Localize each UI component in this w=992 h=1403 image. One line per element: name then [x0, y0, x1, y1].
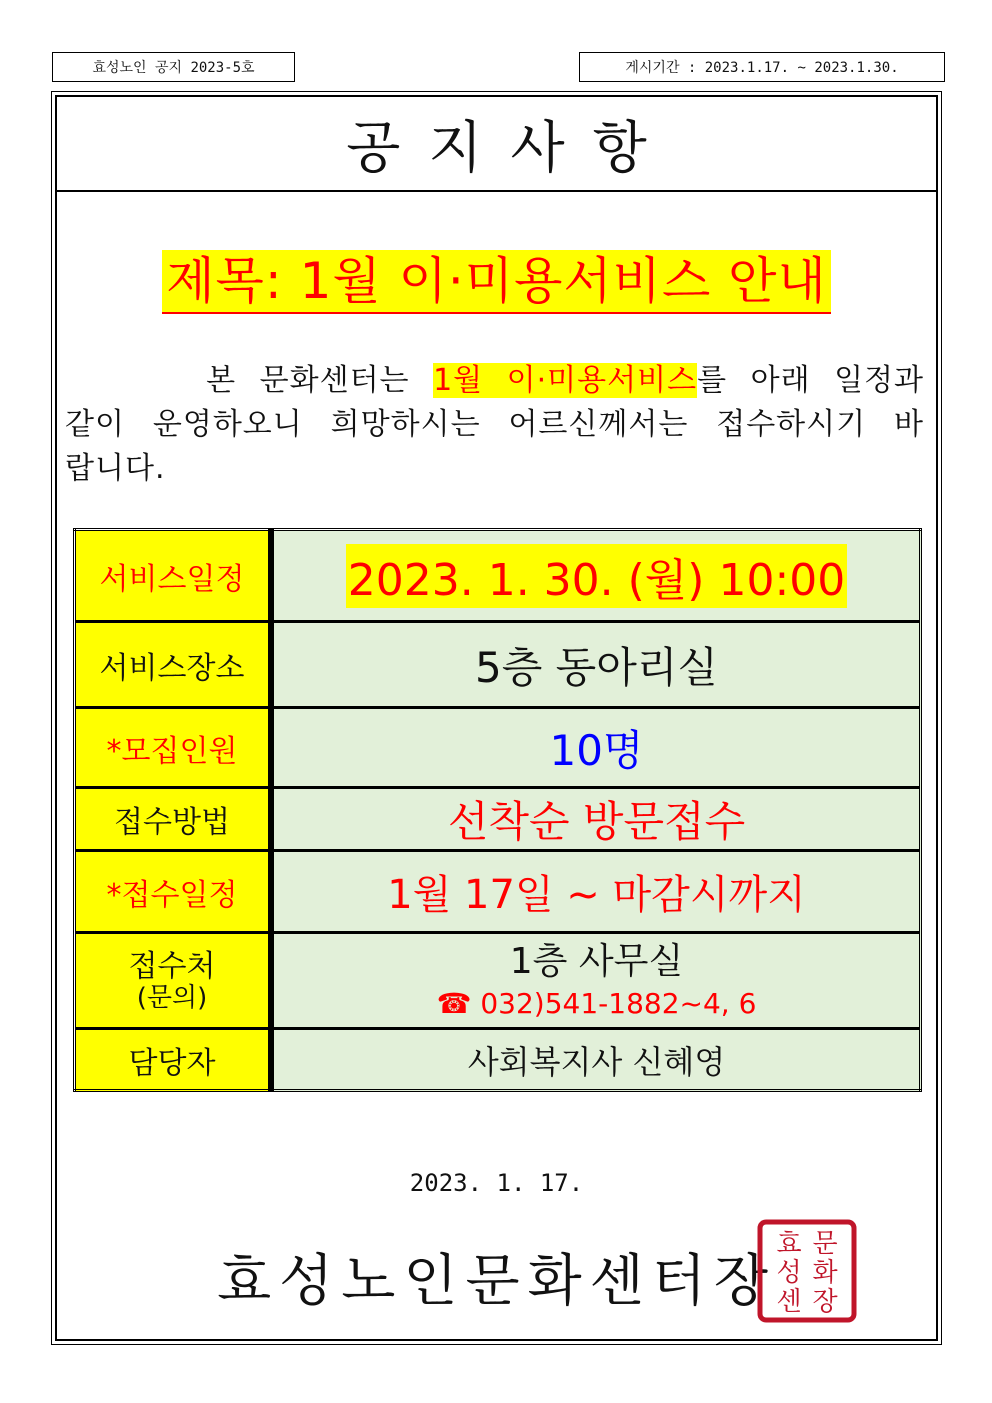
phone-number: 032)541-1882~4, 6	[480, 987, 757, 1020]
service-schedule-label: 서비스일정	[75, 530, 272, 622]
official-seal-icon	[757, 1219, 857, 1323]
header-title: 공지사항	[346, 115, 675, 181]
manager-value: 사회복지사 신혜영	[271, 1029, 921, 1091]
reception-schedule-value: 1월 17일 ~ 마감시까지	[271, 851, 921, 933]
table-row	[75, 622, 921, 708]
notice-number: 효성노인 공지 2023-5호	[52, 52, 295, 82]
svg-text:센: 센	[776, 1287, 802, 1317]
reception-office-label: 접수처	[128, 948, 216, 984]
reception-office-sublabel: (문의)	[136, 982, 208, 1013]
phone-line	[274, 987, 919, 1020]
svg-text:화: 화	[812, 1258, 838, 1288]
subject-title: 제목: 1월 이·미용서비스 안내	[162, 250, 831, 314]
recruit-label: *모집인원	[75, 708, 272, 788]
service-schedule-cell	[271, 530, 921, 622]
svg-text:문: 문	[812, 1229, 838, 1259]
reception-office-label-cell	[75, 933, 272, 1029]
table-row	[75, 708, 921, 788]
manager-label: 담당자	[75, 1029, 272, 1091]
body-part2: 를 아래 일정과 같이 운영하오니 희망하시는 어르신께서는 접수하시기 바랍니다.	[65, 363, 925, 486]
reception-schedule-label: *접수일정	[75, 851, 272, 933]
method-label: 접수방법	[75, 788, 272, 851]
posting-period: 게시기간 : 2023.1.17. ~ 2023.1.30.	[579, 52, 945, 82]
svg-text:효: 효	[776, 1229, 802, 1259]
svg-text:장: 장	[812, 1287, 838, 1317]
service-place-value: 5층 동아리실	[271, 622, 921, 708]
service-place-label: 서비스장소	[75, 622, 272, 708]
table-row	[75, 1029, 921, 1091]
recruit-value: 10명	[271, 708, 921, 788]
body-highlight: 1월 이·미용서비스	[433, 363, 698, 398]
svg-text:성: 성	[776, 1258, 802, 1288]
notice-header	[57, 97, 936, 192]
center-director-signature: 효성노인문화센터장	[217, 1249, 776, 1314]
table-row	[75, 933, 921, 1029]
notice-frame	[51, 91, 942, 1345]
body-part1: 본 문화센터는	[206, 363, 434, 398]
table-row	[75, 851, 921, 933]
notice-frame-inner	[55, 95, 938, 1341]
subject-line	[57, 250, 936, 314]
table-row	[75, 788, 921, 851]
table-row	[75, 530, 921, 622]
phone-icon: ☎	[436, 987, 472, 1020]
reception-office-value: 1층 사무실	[509, 941, 684, 982]
reception-office-cell	[271, 933, 921, 1029]
body-paragraph	[65, 359, 924, 491]
issue-date: 2023. 1. 17.	[409, 1169, 584, 1197]
info-table	[73, 528, 922, 1092]
service-schedule-value: 2023. 1. 30. (월) 10:00	[346, 544, 848, 608]
method-value: 선착순 방문접수	[271, 788, 921, 851]
